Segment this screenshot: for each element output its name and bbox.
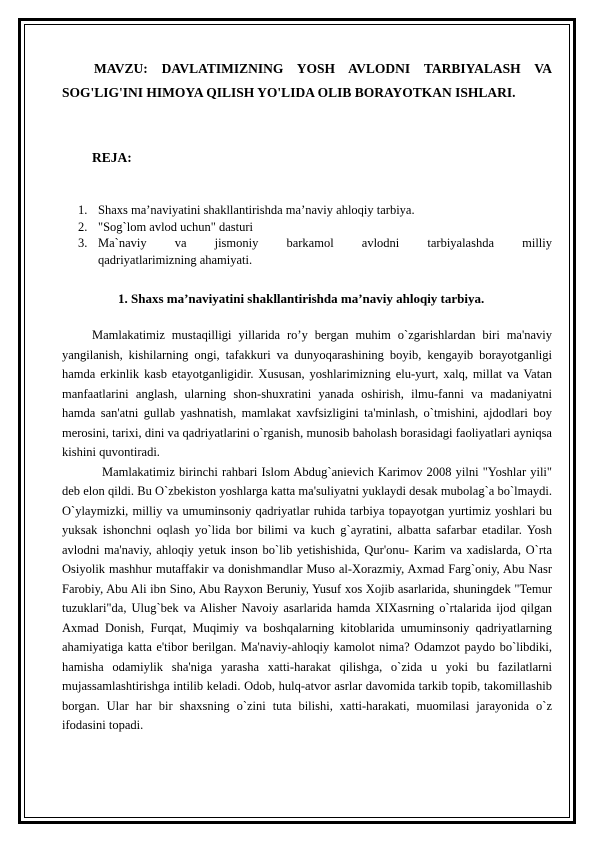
document-title — [62, 57, 552, 105]
plan-item — [78, 219, 552, 236]
plan-item-text: Shaxs ma’naviyatini shakllantirishda ma’naviy ahloqiy tarbiya. — [98, 203, 415, 217]
plan-item-text: "Sog`lom avlod uchun" dasturi — [98, 219, 253, 234]
paragraph: Mamlakatimiz birinchi rahbari Islom Abdug`anievich Karimov 2008 yilni "Yoshlar yili" deb elon qildi. Bu O`zbekiston yoshlarga katta ma'suliyatni yuklaydi desak mubolag`a bo`lmaydi. O`ylaymizki, milliy va umuminsoniy qadriyatlar ruhida tarbiya topayotgan yurtimiz yoshlari bu yuksak ishonchni oqlash yo`lida bor bilimi va kuch g`ayratini, albatta safarbar etadilar. Yosh avlodni ma'naviy, ahloqiy yetuk inson bo`lib yetishishida, Qur'onu- Karim va xadislarda, O`rta Osiyolik mashhur mutaffakir va donishmandlar Muso al-Xorazmiy, Axmad Farg`oniy, Abu Nasr Farobiy, Abu Ali ibn Sino, Abu Rayxon Beruniy, Yusuf xos Xojib asarlarida, shuningdek "Temur tuzuklari"da, Ulug`bek va Alisher Navoiy asarlarida hamda XIXasrning o`rtalarida ijod qilgan Axmad Donish, Furqat, Muqimiy va boshqalarning kitoblarida umuminsoniy qadriyatlarning ahamiyatiga katta e'tibor berilgan. Ma'naviy-ahloqiy kamolot nima? Odamzot paydo bo`libdiki, hamisha odamiylik sha'niga yarasha xatti-harakat qilishga, o`zida u yoki bu fazilatlarni mujassamlashtirishga intilib keladi. Odob, hulq-atvor asrlar davomida tarkib topib, takomillashib borgan. Ular har bir shaxsning o`zini tuta bilishi, xatti-harakati, muomilasi jarayonida o`z ifodasini topadi. — [62, 464, 552, 732]
plan-list — [78, 202, 552, 268]
plan-item-text: qadriyatlarimizning ahamiyati. — [98, 252, 253, 267]
paragraph: Mamlakatimiz mustaqilligi yillarida ro’y bergan muhim o`zgarishlardan biri ma'naviy yangilanish, kishilarning ongi, tafakkuri va dunyoqarashining boyib, kengayib borayotganligi hamda erkinlik kasb etayotganligidir. Xususan, yoshlarimizning elu-yurt, xalq, millat va Vatan manfaatlarini anglash, ularning shon-shuxratini yanada oshirish, ilmu-fanni va madaniyatni hamda san'atni gullab yashnatish, mamlakat xavfsizligini ta'minlash, o`tmishini, ajdodlari boy merosini, tarixi, dini va qadriyatlarini o`rganish, munosib baholash borasidagi faoliyatlari ayniqsa kishini quvontiradi. — [62, 328, 552, 459]
plan-item-text: Ma`naviy va jismoniy barkamol avlodni tarbiyalashda milliy — [98, 236, 552, 250]
plan-item — [78, 202, 552, 219]
plan-item — [78, 235, 552, 252]
title-line-1: MAVZU: DAVLATIMIZNING YOSH AVLODNI TARBIYALASH VA — [94, 61, 552, 76]
plan-item-number: 3. — [78, 236, 88, 250]
plan-item-number: 2. — [78, 219, 88, 234]
title-line-2: SOG'LIG'INI HIMOYA QILISH YO'LIDA OLIB BORAYOTKAN ISHLARI. — [62, 85, 516, 100]
plan-heading: REJA: — [92, 150, 132, 165]
body-text — [62, 326, 552, 736]
section-heading: 1. Shaxs ma’naviyatini shakllantirishda ma’naviy ahloqiy tarbiya. — [118, 291, 485, 306]
plan-item-continuation — [78, 252, 552, 269]
plan-item-number: 1. — [78, 203, 88, 217]
